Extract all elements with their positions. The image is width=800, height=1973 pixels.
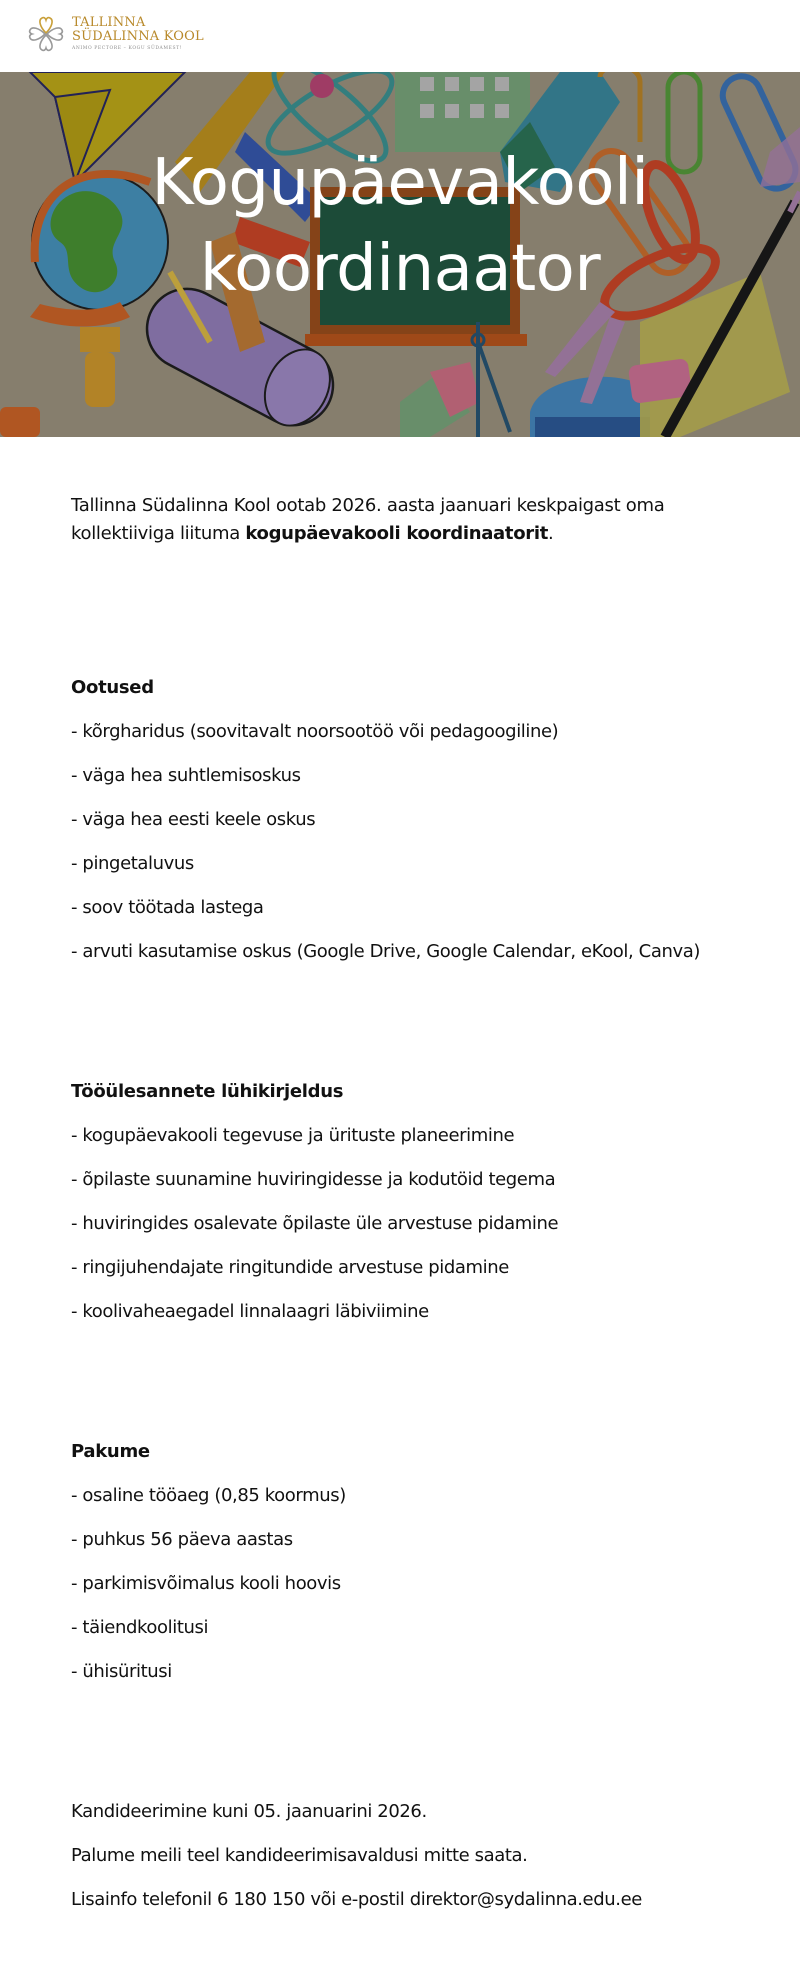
contact-email-link[interactable]: direktor@sydalinna.edu.ee (409, 1889, 642, 1910)
list-item: - pingetaluvus (71, 853, 194, 874)
list-item: - kogupäevakooli tegevuse ja ürituste planeerimine (71, 1125, 515, 1146)
job-posting-content (71, 492, 731, 1910)
section-job-duties (71, 1080, 731, 1324)
section-heading: Pakume (71, 1441, 150, 1462)
list-item: - parkimisvõimalus kooli hoovis (71, 1573, 341, 1594)
list-item: - ringijuhendajate ringitundide arvestuse pidamine (71, 1257, 509, 1278)
section-expectations (71, 676, 731, 964)
list-item: - arvuti kasutamise oskus (Google Drive, Google Calendar, eKool, Canva) (71, 941, 700, 962)
intro-position-name: kogupäevakooli koordinaatorit (245, 523, 549, 544)
intro-period: . (548, 523, 554, 544)
section-application-info (71, 1800, 731, 1912)
school-logo-link[interactable] (24, 12, 204, 56)
list-item: - väga hea eesti keele oskus (71, 809, 316, 830)
site-header (0, 0, 800, 72)
page-title-line2: koordinaator (199, 232, 601, 306)
section-offer (71, 1440, 731, 1684)
list-item: - ühisüritusi (71, 1661, 172, 1682)
page-title (0, 140, 800, 312)
list-item: - soov töötada lastega (71, 897, 264, 918)
intro-text: Tallinna Südalinna Kool ootab 2026. aasta jaanuari keskpaigast oma kollektiiviga liituma (71, 495, 665, 544)
list-item: - õpilaste suunamine huviringidesse ja kodutöid tegema (71, 1169, 556, 1190)
list-item: - kõrgharidus (soovitavalt noorsootöö või pedagoogiline) (71, 721, 559, 742)
page-title-line1: Kogupäevakooli (151, 146, 649, 220)
list-item: - täiendkoolitusi (71, 1617, 209, 1638)
list-item: - huviringides osalevate õpilaste üle arvestuse pidamine (71, 1213, 559, 1234)
contact-info (71, 1888, 731, 1912)
intro-paragraph (71, 492, 731, 548)
list-item: - puhkus 56 päeva aastas (71, 1529, 293, 1550)
logo-motto: ANIMO PECTORE – KOGU SÜDAMEST! (72, 46, 183, 51)
application-note: Palume meili teel kandideerimisavaldusi mitte saata. (71, 1845, 528, 1866)
section-heading: Tööülesannete lühikirjeldus (71, 1081, 344, 1102)
contact-phone-text: Lisainfo telefonil 6 180 150 või e-postil (71, 1889, 410, 1910)
application-deadline: Kandideerimine kuni 05. jaanuarini 2026. (71, 1801, 427, 1822)
list-item: - koolivaheaegadel linnalaagri läbiviimine (71, 1301, 429, 1322)
logo-school-name-line2: SÜDALINNA KOOL (72, 29, 204, 44)
list-item: - osaline tööaeg (0,85 koormus) (71, 1485, 346, 1506)
section-heading: Ootused (71, 677, 154, 698)
hero-banner (0, 72, 800, 437)
logo-school-name-line1: TALLINNA (72, 15, 146, 30)
list-item: - väga hea suhtlemisoskus (71, 765, 301, 786)
clover-hearts-icon (24, 12, 68, 56)
